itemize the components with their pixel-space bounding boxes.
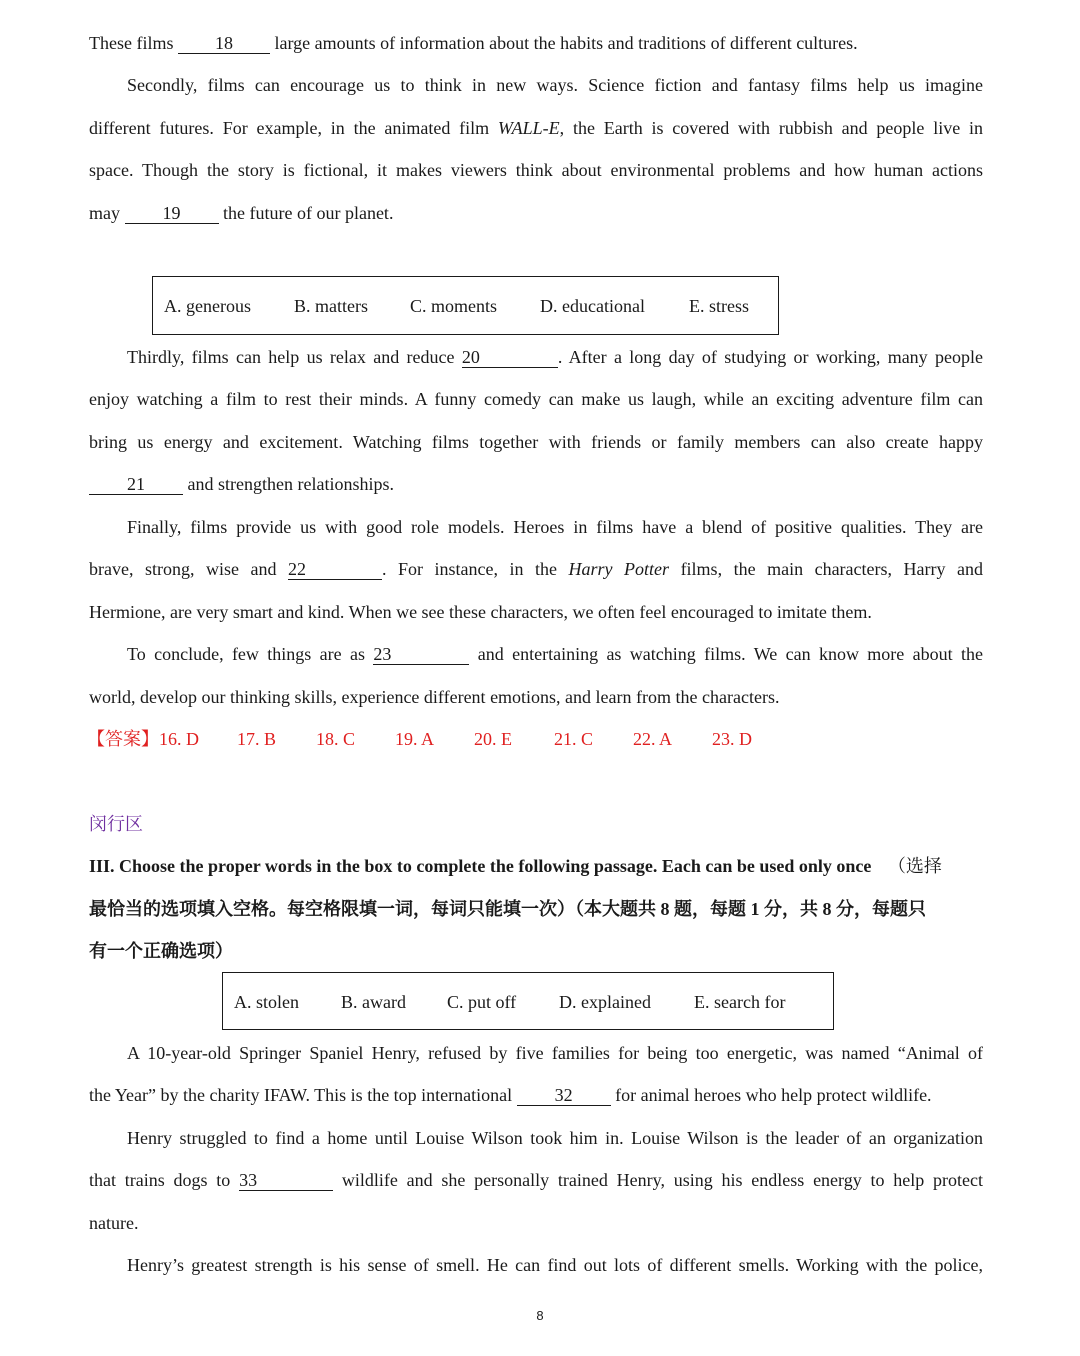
passage-line: Henry struggled to find a home until Louise Wilson took him in. Louise Wilson is the leader of an organization	[127, 1128, 983, 1148]
answer-item: 19. A	[395, 729, 435, 749]
answer-label: 【答案】	[87, 729, 159, 749]
blank-22: 22	[288, 559, 382, 580]
passage-line: Secondly, films can encourage us to think in new ways. Science fiction and fantasy films help us imagine	[127, 75, 983, 95]
section-heading: 最恰当的选项填入空格。每空格限填一词，每词只能填一次）（本大题共 8 题，每题 1 分，共 8 分，每题只	[89, 899, 926, 919]
blank-18: 18	[178, 33, 270, 54]
blank-19: 19	[125, 203, 219, 224]
text-segment: large amounts of information about the habits and traditions of different cultures.	[274, 33, 858, 53]
word-box-a	[152, 276, 779, 335]
option-e: E. search for	[694, 992, 786, 1012]
text-segment: These films	[89, 33, 174, 53]
option-d: D. explained	[559, 992, 651, 1012]
passage-line: 21 and strengthen relationships.	[89, 472, 983, 496]
option-b: B. matters	[294, 296, 368, 316]
answer-item: 22. A	[633, 729, 673, 749]
blank-20: 20	[462, 347, 558, 368]
blank-33: 33	[239, 1170, 333, 1191]
option-e: E. stress	[689, 296, 749, 316]
option-a: A. generous	[164, 296, 251, 316]
word-box-b	[222, 972, 834, 1030]
passage-line: A 10-year-old Springer Spaniel Henry, refused by five families for being too energetic, was named “Animal of	[127, 1043, 983, 1063]
section-heading: III. Choose the proper words in the box to complete the following passage. Each can be used only once （选择	[89, 856, 942, 876]
passage-line: brave, strong, wise and 22 . For instance, in the Harry Potter films, the main characters, Harry and	[89, 559, 984, 579]
passage-line: Henry’s greatest strength is his sense of smell. He can find out lots of different smells. Working with the police,	[127, 1255, 983, 1275]
film-title: Harry Potter	[568, 559, 670, 579]
section-heading: 有一个正确选项）	[89, 941, 233, 961]
blank-32: 32	[517, 1085, 611, 1106]
option-c: C. put off	[447, 992, 517, 1012]
page-number: 8	[536, 1308, 544, 1323]
answer-item: 16. D	[159, 729, 199, 749]
passage-line: Hermione, are very smart and kind. When we see these characters, we often feel encouraged to imitate them.	[89, 602, 872, 622]
answer-item: 21. C	[554, 729, 594, 749]
option-a: A. stolen	[234, 992, 299, 1012]
answer-line	[89, 727, 983, 751]
film-title: WALL-E	[497, 118, 560, 138]
answer-item: 17. B	[237, 729, 277, 749]
passage-line: bring us energy and excitement. Watching films together with friends or family members can also create happy	[89, 432, 983, 452]
passage-line: enjoy watching a film to rest their minds. A funny comedy can make us laugh, while an exciting adventure film can	[89, 389, 983, 409]
option-c: C. moments	[410, 296, 498, 316]
passage-line: Finally, films provide us with good role models. Heroes in films have a blend of positive qualities. They are	[127, 517, 983, 537]
passage-line: nature.	[89, 1213, 139, 1233]
district-label: 闵行区	[89, 814, 143, 834]
passage-line: Thirdly, films can help us relax and reduce 20 . After a long day of studying or working, many people	[127, 347, 983, 367]
passage-line: world, develop our thinking skills, experience different emotions, and learn from the characters.	[89, 687, 780, 707]
option-b: B. award	[341, 992, 406, 1012]
blank-23: 23	[373, 644, 469, 665]
passage-line: that trains dogs to 33 wildlife and she personally trained Henry, using his endless energy to help protect	[89, 1170, 984, 1190]
passage-line: may 19 the future of our planet.	[89, 203, 394, 223]
passage-line: To conclude, few things are as 23 and entertaining as watching films. We can know more about the	[127, 644, 984, 664]
answer-item: 23. D	[712, 729, 752, 749]
answer-item: 20. E	[474, 729, 512, 749]
option-d: D. educational	[540, 296, 645, 316]
answer-item: 18. C	[316, 729, 356, 749]
blank-21: 21	[89, 474, 183, 495]
passage-line: space. Though the story is fictional, it makes viewers think about environmental problems and how human actions	[89, 160, 983, 180]
passage-line	[89, 31, 983, 55]
passage-line: the Year” by the charity IFAW. This is the top international 32 for animal heroes who help protect wildlife.	[89, 1085, 932, 1105]
passage-line: different futures. For example, in the animated film WALL-E, the Earth is covered with rubbish and people live in	[89, 118, 983, 138]
